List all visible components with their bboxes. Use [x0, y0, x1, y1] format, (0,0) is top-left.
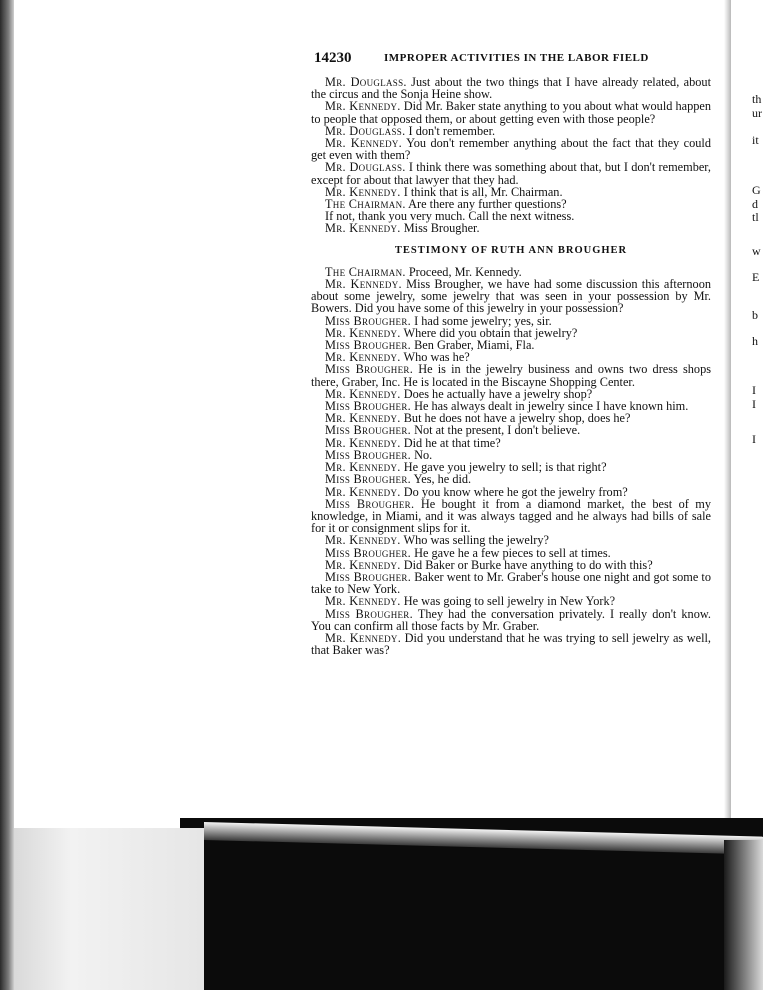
transcript-paragraph: [311, 632, 711, 656]
speech-text: Yes, he did.: [411, 472, 472, 487]
speech-text: No.: [411, 447, 433, 462]
speech-text: Miss Brougher.: [400, 221, 480, 236]
speaker-name: Miss Brougher.: [325, 399, 411, 414]
transcript-paragraph: [311, 76, 711, 100]
speech-text: I had some jewelry; yes, sir.: [411, 313, 552, 328]
speaker-name: Mr. Kennedy.: [325, 99, 401, 114]
facing-page-fragment: E: [752, 270, 760, 284]
transcript-paragraph: [311, 161, 711, 185]
speech-text: Did Mr. Baker state anything to you about what would happen to people that opposed them, or about getting even with those people?: [311, 99, 711, 126]
facing-page-fragment: ur: [752, 106, 762, 120]
speaker-name: Miss Brougher.: [325, 472, 411, 487]
facing-page-fragment: G: [752, 183, 761, 197]
transcript-paragraph: [311, 363, 711, 387]
speaker-name: Miss Brougher.: [325, 545, 411, 560]
speaker-name: Mr. Kennedy.: [325, 411, 401, 426]
facing-page-fragment: I: [752, 432, 756, 446]
speech-text: Do you know where he got the jewelry from?: [400, 484, 628, 499]
transcript-paragraph: [311, 278, 711, 315]
page-number: 14230: [314, 50, 352, 66]
facing-page-fragment: b: [752, 308, 758, 322]
right-edge-shadow: [724, 840, 763, 990]
speaker-name: Miss Brougher.: [325, 606, 413, 621]
transcript-paragraph: [311, 498, 711, 535]
speaker-name: Mr. Kennedy.: [325, 350, 401, 365]
speech-text: Did you understand that he was trying to sell jewelry as well, that Baker was?: [311, 630, 711, 658]
transcript-paragraph: [311, 100, 711, 124]
speech-text: He is in the jewelry business and owns two dress shops there, Graber, Inc. He is located in the Biscayne Shopping Center.: [311, 362, 711, 389]
speech-text: Miss Brougher, we have had some discussion this afternoon about some jewelry, some jewelry that was seen in your possession by Mr. Bowers. Did you have some of this jewelry in your possession?: [311, 277, 711, 316]
speaker-name: Mr. Kennedy.: [325, 221, 401, 236]
speech-text: Not at the present, I don't believe.: [411, 423, 581, 438]
speaker-name: Mr. Kennedy.: [325, 136, 403, 151]
speech-text: But he does not have a jewelry shop, does he?: [400, 411, 631, 426]
speaker-name: Mr. Douglass.: [325, 123, 406, 138]
speech-text: You don't remember anything about the fact that they could get even with them?: [311, 136, 711, 163]
speaker-name: Mr. Kennedy.: [325, 184, 401, 199]
speech-text: Proceed, Mr. Kennedy.: [405, 264, 522, 279]
speech-text: Where did you obtain that jewelry?: [400, 325, 578, 340]
scanner-bed-light: [14, 828, 204, 990]
book-spine-shadow: [0, 0, 14, 990]
speech-text: They had the conversation privately. I really don't know. You can confirm all those facts by Mr. Graber.: [311, 606, 711, 633]
transcript-block-2: [311, 266, 711, 657]
speech-text: He has always dealt in jewelry since I have known him.: [411, 399, 689, 414]
speaker-name: Miss Brougher.: [325, 496, 415, 511]
speech-text: I think that is all, Mr. Chairman.: [400, 184, 563, 199]
facing-page-fragment: it: [752, 133, 759, 147]
speech-text: Ben Graber, Miami, Fla.: [411, 338, 535, 353]
transcript-body: [311, 76, 711, 656]
facing-page-fragment: d: [752, 197, 758, 211]
speaker-name: Mr. Douglass.: [325, 160, 406, 175]
speech-text: Did Baker or Burke have anything to do with this?: [400, 557, 653, 572]
transcript-paragraph: [311, 608, 711, 632]
speaker-name: Mr. Douglass.: [325, 75, 407, 89]
facing-page-fragment: th: [752, 92, 762, 106]
speaker-name: Mr. Kennedy.: [325, 533, 401, 548]
speaker-name: Miss Brougher.: [325, 447, 411, 462]
section-heading: TESTIMONY OF RUTH ANN BROUGHER: [394, 244, 628, 256]
speech-text: I think there was something about that, but I don't remember, except for about that lawyer that they had.: [311, 160, 711, 187]
speech-text: Who was selling the jewelry?: [400, 533, 549, 548]
facing-page-text-fragments: [752, 0, 763, 500]
speaker-name: Mr. Kennedy.: [325, 325, 401, 340]
transcript-paragraph: [311, 137, 711, 161]
speech-text: Did he at that time?: [400, 435, 501, 450]
speaker-name: Miss Brougher.: [325, 338, 411, 353]
speaker-name: Mr. Kennedy.: [325, 594, 401, 609]
facing-page-fragment: w: [752, 244, 761, 258]
speech-text: Just about the two things that I have already related, about the circus and the Sonja Heine show.: [311, 75, 711, 102]
speech-text: Baker went to Mr. Graber's house one night and got some to take to New York.: [311, 569, 711, 597]
speaker-name: Mr. Kennedy.: [325, 435, 401, 450]
speaker-name: Mr. Kennedy.: [325, 277, 402, 292]
speech-text: If not, thank you very much. Call the next witness.: [325, 209, 575, 224]
facing-page-fragment: I: [752, 397, 756, 411]
facing-page-fragment: I: [752, 383, 756, 397]
speaker-name: Mr. Kennedy.: [325, 557, 401, 572]
speech-text: He gave you jewelry to sell; is that right?: [400, 460, 607, 475]
speech-text: I don't remember.: [405, 123, 496, 138]
speaker-name: Miss Brougher.: [325, 313, 411, 328]
transcript-paragraph: [311, 571, 711, 595]
speech-text: Does he actually have a jewelry shop?: [400, 386, 593, 401]
speaker-name: Miss Brougher.: [325, 569, 412, 584]
speech-text: Who was he?: [400, 350, 470, 365]
facing-page-fragment: h: [752, 334, 758, 348]
speaker-name: Mr. Kennedy.: [325, 460, 401, 475]
transcript-block-1: [311, 76, 711, 235]
transcript-paragraph: [311, 222, 711, 234]
speaker-name: Miss Brougher.: [325, 423, 411, 438]
speech-text: He gave he a few pieces to sell at times.: [411, 545, 611, 560]
running-header: [314, 50, 724, 72]
speaker-name: Mr. Kennedy.: [325, 386, 401, 401]
running-head-title: IMPROPER ACTIVITIES IN THE LABOR FIELD: [384, 52, 649, 64]
speaker-name: The Chairman.: [325, 197, 406, 212]
speech-text: He bought it from a diamond market, the best of my knowledge, in Miami, and it was always tagged and he always had bills of sale for it or consignment slips for it.: [311, 496, 712, 536]
speech-text: He was going to sell jewelry in New York?: [400, 594, 616, 609]
facing-page-fragment: tl: [752, 210, 759, 224]
speaker-name: The Chairman.: [325, 264, 406, 279]
speaker-name: Miss Brougher.: [325, 362, 414, 377]
speaker-name: Mr. Kennedy.: [325, 630, 402, 645]
speech-text: Are there any further questions?: [405, 197, 567, 212]
speaker-name: Mr. Kennedy.: [325, 484, 401, 499]
